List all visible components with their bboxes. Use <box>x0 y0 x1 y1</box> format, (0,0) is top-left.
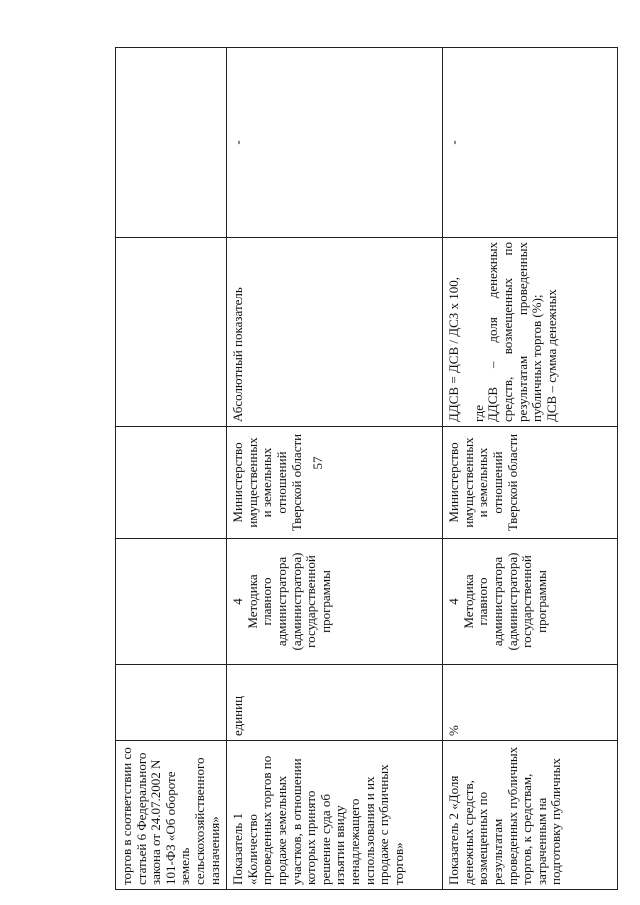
indicator-2-name-line: Показатель 2 «Доля <box>446 775 462 885</box>
indicator-1-name-line: Показатель 1 <box>230 813 246 885</box>
indicator-2-responsible-cell <box>443 427 618 539</box>
indicator-2-responsible-line: отношений <box>489 451 505 514</box>
indicator-2-method-line: государственной <box>519 555 535 648</box>
indicator-1-name-line: продаже земельных <box>273 775 289 885</box>
indicator-1-name-line: «Количество <box>244 814 260 885</box>
indicator-1-name-line: проведенных торгов по <box>259 755 275 885</box>
indicator-1-name-line: которых принято <box>303 790 319 885</box>
indicator-2-unit-cell: % <box>443 665 618 741</box>
indicator-2-name-line: проведенных публичных <box>504 746 520 885</box>
indicator-2-method-cell <box>443 539 618 665</box>
indicator-2-name-line: результатам <box>489 818 505 885</box>
table-row-top <box>116 48 227 890</box>
row-top-empty-cell <box>116 665 227 741</box>
row-top-empty-cell <box>116 48 227 238</box>
row-top-empty-cell <box>116 238 227 427</box>
indicator-1-name-line: участков, в отношении <box>288 758 304 885</box>
indicator-1-name-line: продаже с публичных <box>376 764 392 885</box>
indicator-1-method-line: главного <box>259 577 275 626</box>
indicator-1-responsible-line: Тверской области <box>288 433 304 532</box>
indicator-2-method-line: Методика <box>460 574 476 629</box>
indicator-1-method-line: государственной <box>303 555 319 648</box>
indicator-1-responsible-line: имущественных <box>244 437 260 528</box>
indicator-2-formula-line: где <box>470 404 486 422</box>
indicator-2-responsible-line: Тверской области <box>504 433 520 532</box>
indicator-2-method-line: программы <box>533 570 549 633</box>
indicator-2-method-line: (администратора) <box>504 552 520 651</box>
indicator-1-formula-cell: Абсолютный показатель <box>227 238 443 427</box>
indicator-1-responsible-line: отношений <box>273 451 289 514</box>
indicator-2-name-cell <box>443 741 618 890</box>
indicator-1-name-line: решение суда об <box>317 793 333 885</box>
indicator-1-responsible-line: и земельных <box>259 447 275 518</box>
row-top-line: назначения» <box>206 816 222 885</box>
indicator-1-name-cell <box>227 741 443 890</box>
indicator-1-method-line: 4 <box>230 598 246 605</box>
indicator-2-responsible-line: и земельных <box>475 447 491 518</box>
indicator-2-formula-line: ДДСВ – доля денежных средств, возмещенных по результатам проведенных публичных торгов (%); <box>485 242 545 422</box>
indicator-1-name-line: изъятии ввиду <box>332 805 348 885</box>
indicator-2-method-line: 4 <box>446 598 462 605</box>
table-row-indicator-1 <box>227 48 443 890</box>
indicator-2-responsible-line: имущественных <box>460 437 476 528</box>
indicator-1-responsible-cell <box>227 427 443 539</box>
indicator-1-responsible-line: Министерство <box>230 442 246 523</box>
indicator-2-formula-cell <box>443 238 618 427</box>
indicator-1-name-line: торгов» <box>390 842 406 885</box>
table-row-indicator-2 <box>443 48 618 890</box>
indicator-1-method-line: администратора <box>273 556 289 647</box>
row-top-line: торгов в соответствии со <box>119 747 134 885</box>
indicator-1-last-cell: - <box>227 48 443 238</box>
row-top-line: земель <box>177 847 193 885</box>
row-top-empty-cell <box>116 539 227 665</box>
indicator-2-method-line: главного <box>475 577 491 626</box>
indicator-2-method-line: администратора <box>489 556 505 647</box>
indicator-1-name-line: ненадлежащего <box>346 798 362 885</box>
row-top-line: закона от 24.07.2002 N <box>148 759 164 885</box>
indicator-2-name-line: затраченным на <box>533 797 549 885</box>
row-top-line: сельскохозяйственного <box>191 757 207 885</box>
indicator-2-last-cell: - <box>443 48 618 238</box>
indicator-1-unit-cell: единиц <box>227 665 443 741</box>
indicator-2-name-line: подготовку публичных <box>548 758 564 885</box>
row-top-name-cell <box>116 741 227 890</box>
indicator-2-name-line: денежных средств, <box>460 780 476 885</box>
indicator-2-name-line: торгов, к средствам, <box>519 773 535 885</box>
indicators-table <box>115 47 618 890</box>
row-top-line: статьей 6 Федерального <box>133 752 149 885</box>
row-top-empty-cell <box>116 427 227 539</box>
indicator-1-name-line: использования и их <box>361 776 377 885</box>
indicator-1-method-line: Методика <box>244 574 260 629</box>
page-number: 57 <box>310 456 325 470</box>
row-top-line: 101-ФЗ «Об обороте <box>162 771 178 885</box>
indicator-1-method-cell <box>227 539 443 665</box>
indicator-1-method-line: программы <box>317 570 333 633</box>
indicator-2-responsible-line: Министерство <box>446 442 462 523</box>
indicator-2-formula-line: ДДСВ = ДСВ / ДСЗ x 100, <box>446 276 462 422</box>
indicator-2-name-line: возмещенных по <box>475 791 491 885</box>
indicator-1-method-line: (администратора) <box>288 552 304 651</box>
indicator-2-formula-line: ДСВ – сумма денежных <box>543 289 559 422</box>
rotated-table-container <box>115 48 564 890</box>
